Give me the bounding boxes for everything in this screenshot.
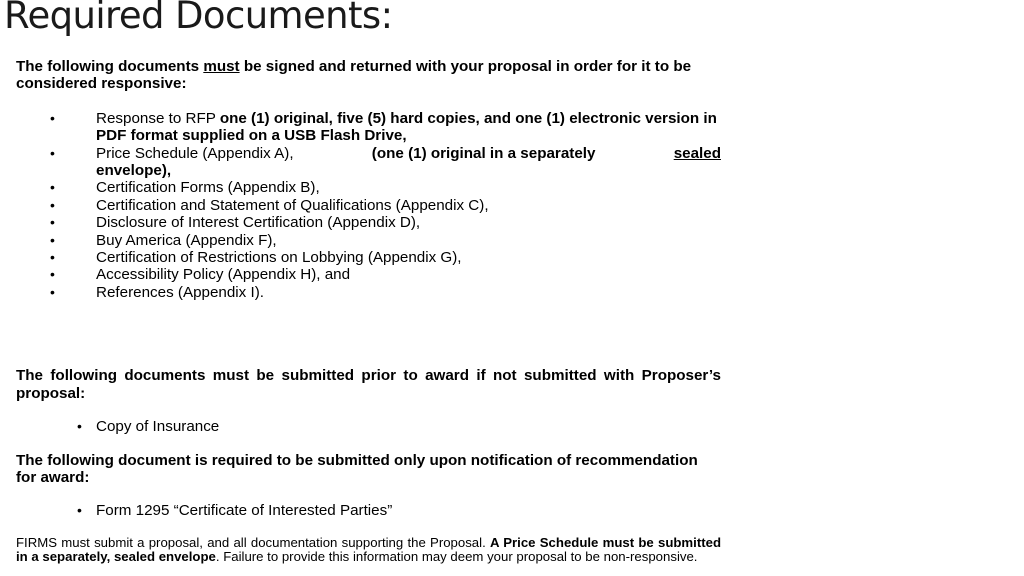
section3-heading: The following document is required to be submitted only upon notification of recommendation for award:	[16, 451, 698, 486]
list-item	[16, 232, 721, 249]
intro-text-pre: The following documents	[16, 58, 204, 75]
section1-intro	[16, 58, 721, 93]
item-text: Disclosure of Interest Certification (Appendix D),	[96, 214, 421, 232]
footer-text: . Failure to provide this information may deem your proposal to be non-responsive.	[215, 549, 698, 565]
price-schedule-line	[96, 145, 721, 162]
list-item	[16, 179, 721, 196]
page-title: Required Documents:	[4, 0, 393, 37]
item-text: Accessibility Policy (Appendix H), and	[96, 266, 351, 284]
document-body	[16, 58, 721, 565]
item-text-bold: envelope),	[96, 162, 172, 180]
list-item	[16, 110, 721, 145]
list-item	[16, 145, 721, 180]
item-text: Certification Forms (Appendix B),	[96, 179, 320, 197]
bullet-icon: •	[50, 249, 55, 266]
item-text-bold: one (1) original, five (5) hard copies, and one (1) electronic version in PDF format supplied on a USB Flash Drive,	[96, 109, 717, 145]
intro-must: must	[203, 58, 240, 75]
footer-note	[16, 536, 721, 565]
bullet-icon: •	[50, 283, 55, 300]
bullet-icon: •	[50, 231, 55, 248]
prior-to-award-list	[16, 418, 721, 435]
item-text: Certification and Statement of Qualifications (Appendix C),	[96, 196, 489, 214]
upon-notification-list	[16, 502, 721, 519]
bullet-icon: •	[77, 502, 82, 519]
item-text-sealed: sealed	[673, 144, 721, 162]
bullet-icon: •	[50, 144, 55, 161]
list-item	[16, 418, 721, 435]
spacer	[16, 301, 721, 367]
bullet-icon: •	[50, 196, 55, 213]
item-text: Response to RFP	[96, 109, 220, 127]
list-item	[16, 266, 721, 283]
bullet-icon: •	[50, 214, 55, 231]
item-text: Buy America (Appendix F),	[96, 231, 277, 249]
item-text: Price Schedule (Appendix A),	[96, 144, 294, 162]
intro-text-post: be signed and returned with your proposal in order for it to be considered responsive:	[16, 58, 692, 93]
list-item	[16, 284, 721, 301]
bullet-icon: •	[50, 179, 55, 196]
item-text: Form 1295 “Certificate of Interested Parties”	[96, 502, 393, 520]
item-text-bold: (one (1) original in a separately	[371, 144, 596, 162]
item-text: References (Appendix I).	[96, 283, 264, 301]
bullet-icon: •	[50, 109, 55, 126]
item-text: Copy of Insurance	[96, 418, 220, 436]
list-item	[16, 197, 721, 214]
required-documents-list	[16, 110, 721, 301]
section2-heading: The following documents must be submitted prior to award if not submitted with Proposer’s proposal:	[16, 367, 721, 402]
bullet-icon: •	[50, 266, 55, 283]
item-text: Certification of Restrictions on Lobbying (Appendix G),	[96, 249, 462, 267]
list-item	[16, 502, 721, 519]
list-item	[16, 249, 721, 266]
list-item	[16, 214, 721, 231]
bullet-icon: •	[77, 418, 82, 435]
footer-text-bold: A Price Schedule must be submitted in a separately, sealed envelope	[16, 534, 721, 565]
footer-text: FIRMS must submit a proposal, and all documentation supporting the Proposal.	[16, 534, 490, 550]
